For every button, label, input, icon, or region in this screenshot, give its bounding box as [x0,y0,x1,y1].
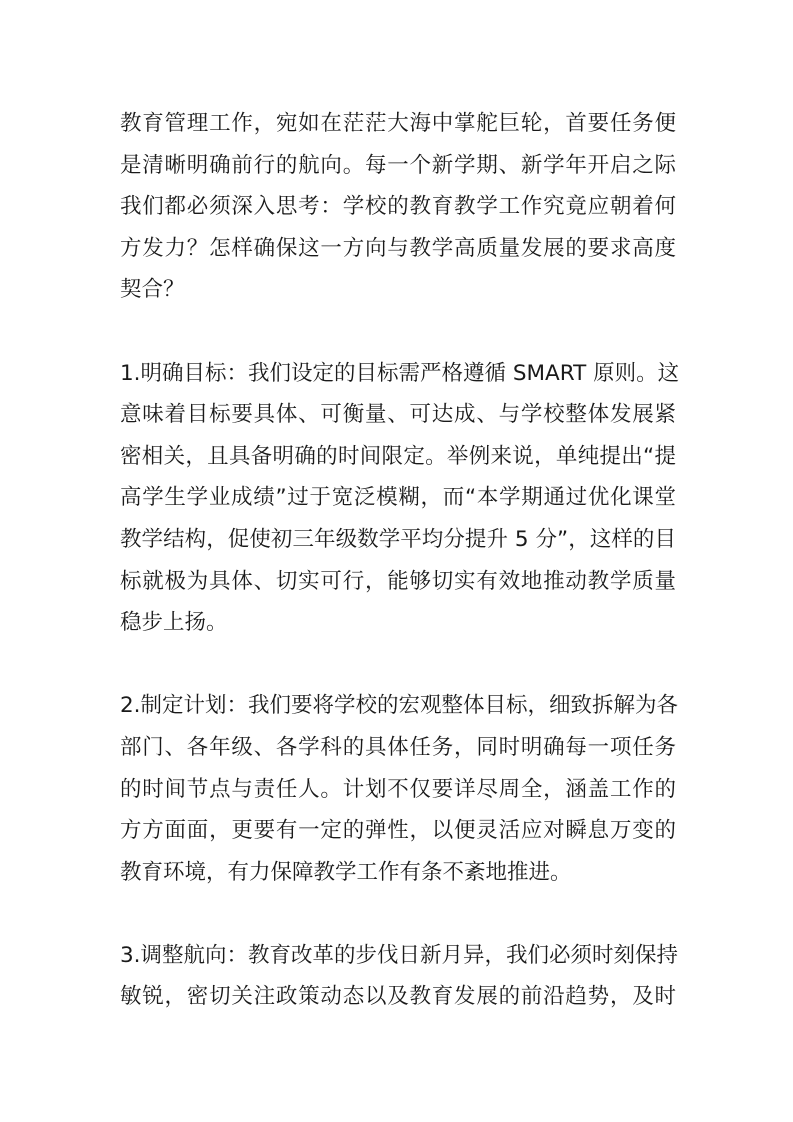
text-line: 方发力？怎样确保这一方向与教学高质量发展的要求高度 [120,235,676,261]
text-line: 2.制定计划：我们要将学校的宏观整体目标，细致拆解为各 [120,693,679,719]
text-line: 高学生学业成绩”过于宽泛模糊，而“本学期通过优化课堂 [120,485,676,511]
paragraph-intro [120,103,676,311]
text-line: 密相关，且具备明确的时间限定。举例来说，单纯提出“提 [120,443,676,469]
text-line: 方方面面，更要有一定的弹性，以便灵活应对瞬息万变的 [120,818,676,844]
text-line: 我们都必须深入思考：学校的教育教学工作究竟应朝着何 [120,194,676,220]
text-line: 部门、各年级、各学科的具体任务，同时明确每一项任务 [120,734,676,760]
text-line: 稳步上扬。 [120,610,228,636]
text-line: 教育管理工作，宛如在茫茫大海中掌舵巨轮，首要任务便 [120,111,676,136]
document-body [120,103,680,1018]
paragraph-spacer [120,893,676,935]
paragraph-adjust-course [120,935,679,1018]
text-line: 意味着目标要具体、可衡量、可达成、与学校整体发展紧 [120,402,676,428]
paragraph-spacer [120,644,676,686]
text-line: 契合？ [120,277,185,303]
text-line: 教育环境，有力保障教学工作有条不紊地推进。 [120,859,572,885]
text-line: 敏锐，密切关注政策动态以及教育发展的前沿趋势，及时 [120,984,676,1010]
text-line: 1.明确目标：我们设定的目标需严格遵循 SMART 原则。这 [120,360,680,386]
text-line: 的时间节点与责任人。计划不仅要详尽周全，涵盖工作的 [120,776,676,802]
paragraph-clear-goals [120,353,680,644]
paragraph-spacer [120,311,676,353]
text-line: 3.调整航向：教育改革的步伐日新月异，我们必须时刻保持 [120,942,679,968]
text-line: 教学结构，促使初三年级数学平均分提升 5 分”，这样的目 [120,526,676,552]
text-line: 标就极为具体、切实可行，能够切实有效地推动教学质量 [120,568,676,594]
paragraph-make-plan [120,685,679,893]
text-line: 是清晰明确前行的航向。每一个新学期、新学年开启之际 [120,152,676,178]
